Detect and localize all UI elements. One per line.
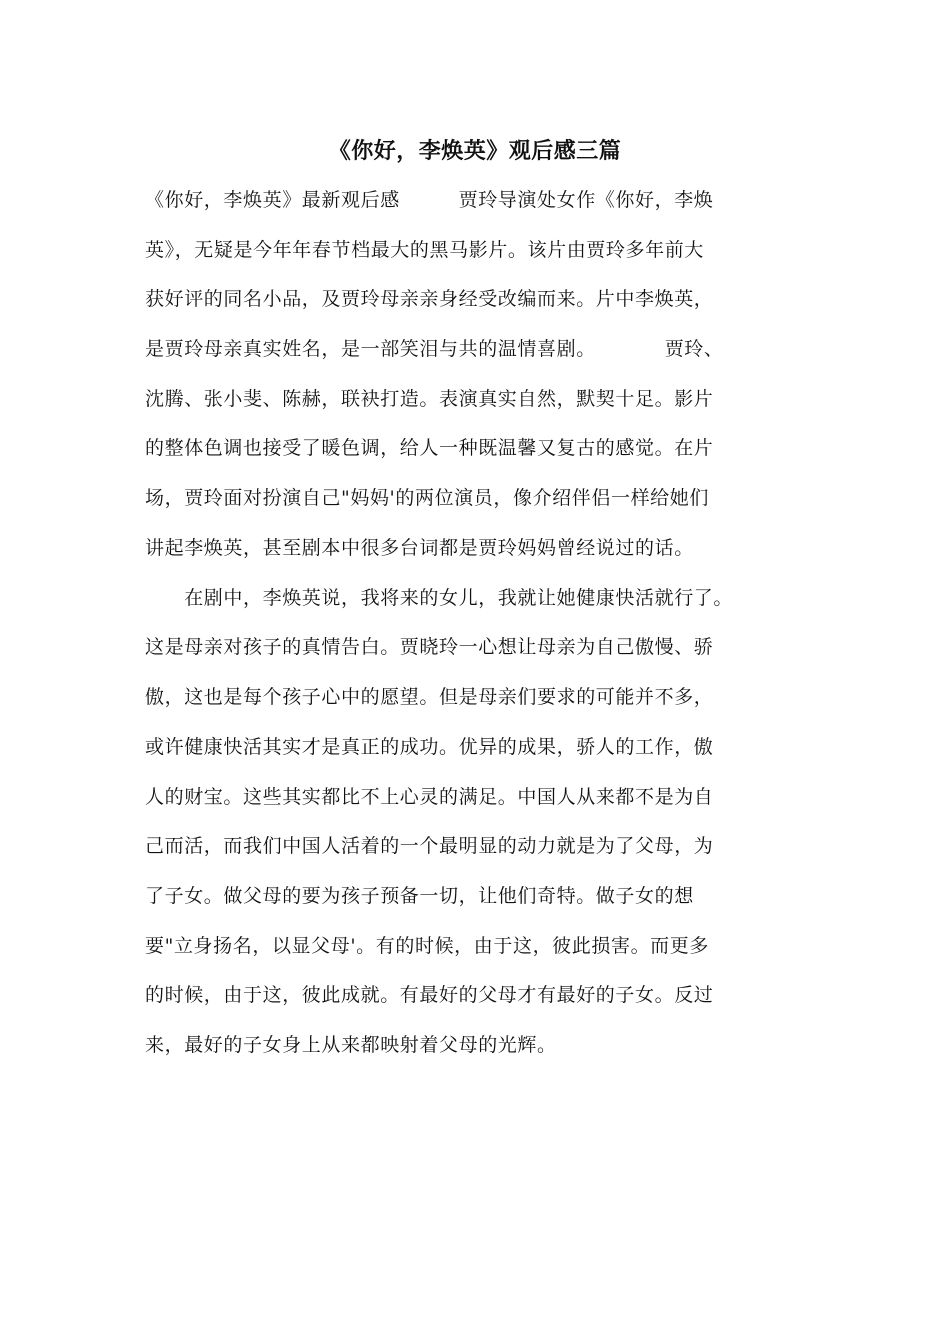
body-text-line: 是贾玲母亲真实姓名，是一部笑泪与共的温情喜剧。 贾玲、 [145,338,724,360]
body-text-line: 场，贾玲面对扮演自己"妈妈'的两位演员，像介绍伴侣一样给她们 [145,487,709,509]
body-text-line: 的时候，由于这，彼此成就。有最好的父母才有最好的子女。反过 [145,984,714,1006]
body-text-line: 讲起李焕英，甚至剧本中很多台词都是贾玲妈妈曾经说过的话。 [145,537,694,559]
body-text-line: 要"立身扬名，以显父母'。有的时候，由于这，彼此损害。而更多 [145,935,709,957]
body-text-line: 人的财宝。这些其实都比不上心灵的满足。中国人从来都不是为自 [145,786,714,808]
body-text-line: 英》，无疑是今年年春节档最大的黑马影片。该片由贾玲多年前大 [145,239,704,261]
body-text-line: 这是母亲对孩子的真情告白。贾晓玲一心想让母亲为自己傲慢、骄 [145,636,714,658]
body-text-line: 己而活，而我们中国人活着的一个最明显的动力就是为了父母，为 [145,835,714,857]
body-text-line: 了子女。做父母的要为孩子预备一切，让他们奇特。做子女的想 [145,885,694,907]
body-text-line: 或许健康快活其实才是真正的成功。优异的成果，骄人的工作，傲 [145,736,714,758]
body-text-line: 《你好，李焕英》最新观后感 贾玲导演处女作《你好，李焕 [145,189,714,211]
body-text-line: 沈腾、张小斐、陈赫，联袂打造。表演真实自然，默契十足。影片 [145,388,714,410]
body-text-line: 获好评的同名小品，及贾玲母亲亲身经受改编而来。片中李焕英， [145,288,714,310]
body-text-line: 的整体色调也接受了暖色调，给人一种既温馨又复古的感觉。在片 [145,437,714,459]
body-text-line: 在剧中，李焕英说，我将来的女儿，我就让她健康快活就行了。 [145,587,734,609]
body-text-line: 傲，这也是每个孩子心中的愿望。但是母亲们要求的可能并不多， [145,686,714,708]
page-title: 《你好，李焕英》观后感三篇 [328,138,622,164]
body-text-line: 来，最好的子女身上从来都映射着父母的光辉。 [145,1034,557,1056]
